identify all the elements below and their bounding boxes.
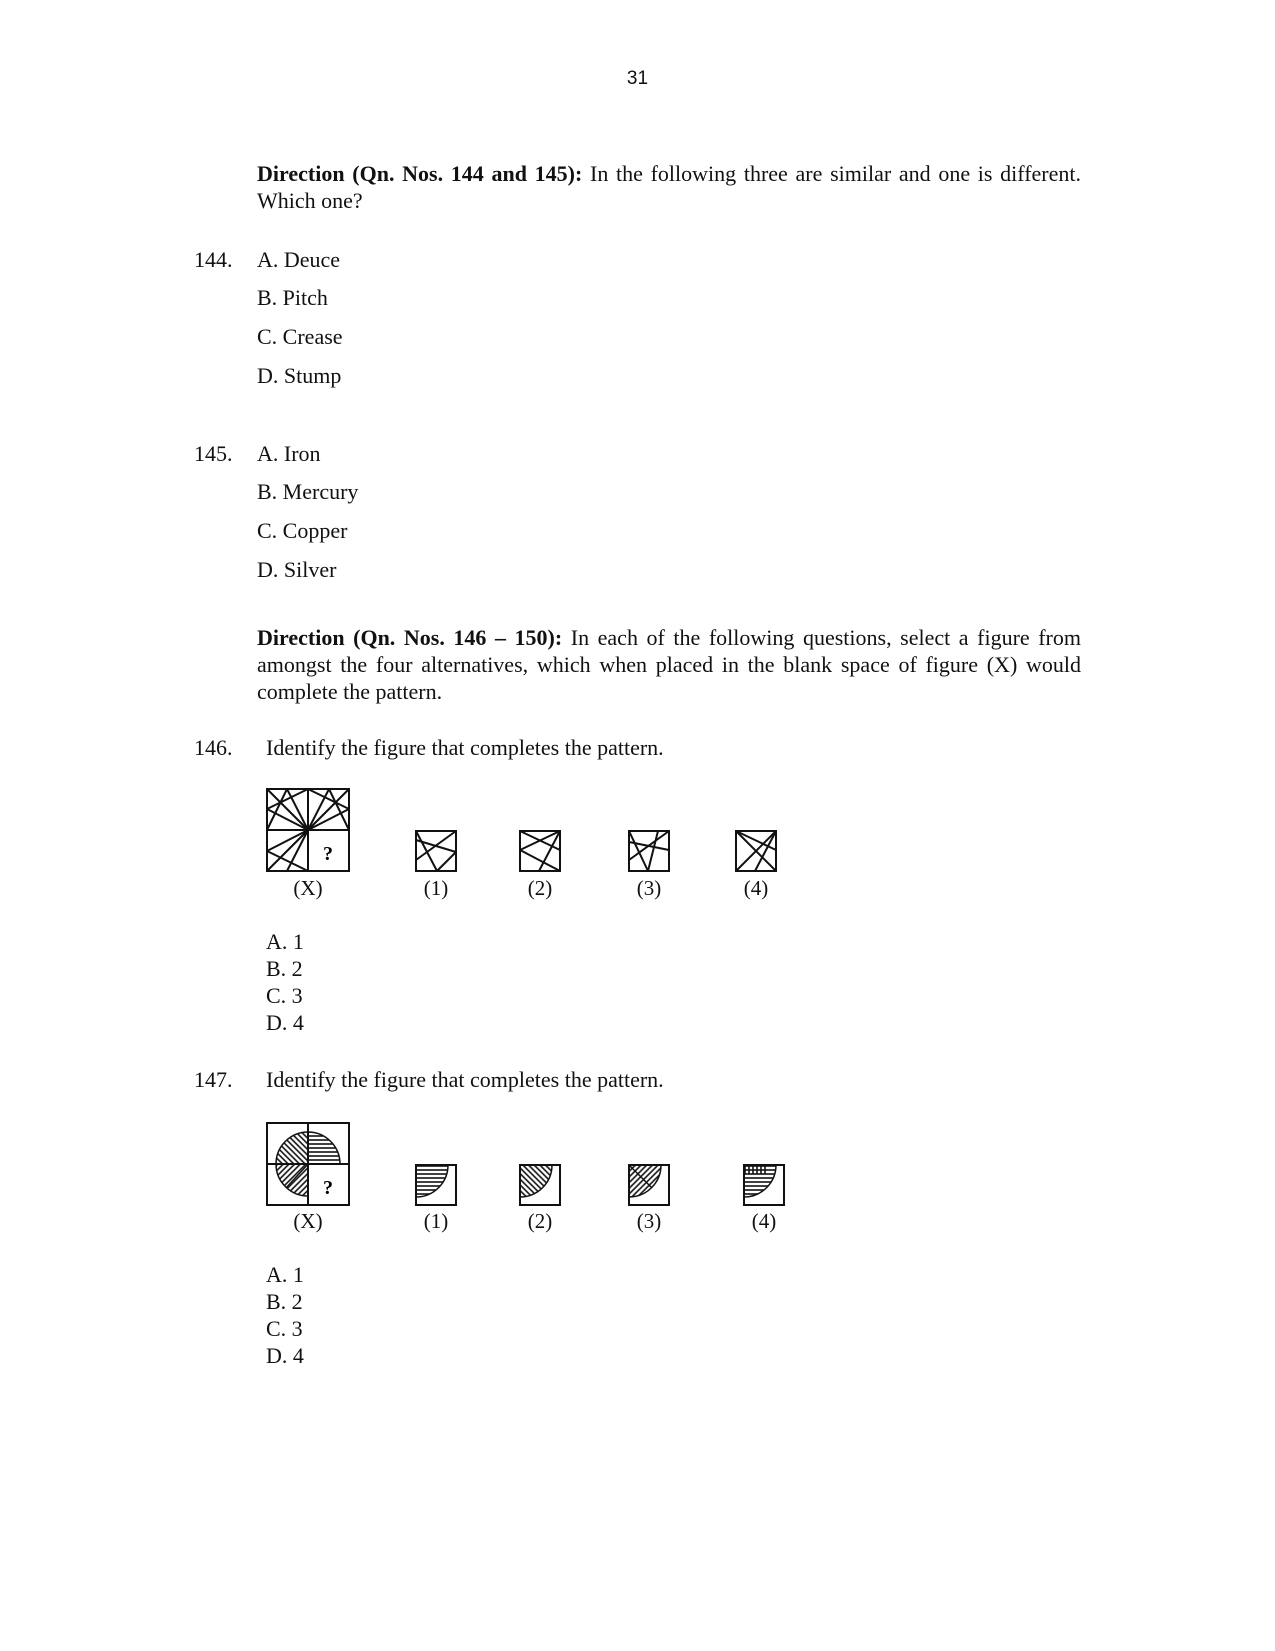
q146-label-2: (2) [527, 876, 553, 900]
q147-label-1: (1) [423, 1209, 449, 1233]
q145-option-c[interactable]: C. Copper [257, 518, 348, 543]
q146-figure-4 [735, 830, 777, 872]
q146-label-1: (1) [423, 876, 449, 900]
q146-figure-3 [628, 830, 670, 872]
q144-option-c[interactable]: C. Crease [257, 324, 343, 349]
question-147-text: Identify the figure that completes the pattern. [266, 1067, 664, 1092]
question-145-number: 145. [194, 441, 233, 466]
q145-option-b[interactable]: B. Mercury [257, 479, 359, 504]
q146-figure-2 [519, 830, 561, 872]
q146-label-x: (X) [293, 876, 323, 900]
direction-144-145-heading: Direction (Qn. Nos. 144 and 145): [257, 161, 583, 186]
q147-label-4: (4) [751, 1209, 777, 1233]
q147-figure-4 [743, 1164, 785, 1206]
question-146-number: 146. [194, 735, 233, 760]
direction-146-150 [257, 624, 1081, 705]
q144-option-d[interactable]: D. Stump [257, 363, 342, 388]
q147-label-x: (X) [293, 1209, 323, 1233]
q144-option-b[interactable]: B. Pitch [257, 285, 328, 310]
question-146-text: Identify the figure that completes the pattern. [266, 735, 664, 760]
direction-146-150-heading: Direction (Qn. Nos. 146 – 150): [257, 625, 563, 650]
q147-option-b[interactable]: B. 2 [266, 1289, 303, 1314]
q147-option-a[interactable]: A. 1 [266, 1262, 304, 1287]
q147-label-2: (2) [527, 1209, 553, 1233]
q147-figure-x [266, 1122, 350, 1206]
q145-option-d[interactable]: D. Silver [257, 557, 337, 582]
q144-option-a[interactable]: A. Deuce [257, 247, 341, 272]
q146-figure-x [266, 788, 350, 872]
q146-option-d[interactable]: D. 4 [266, 1010, 304, 1035]
q146-question-mark: ? [323, 843, 333, 865]
q146-label-3: (3) [636, 876, 662, 900]
q146-option-b[interactable]: B. 2 [266, 956, 303, 981]
q147-figure-3 [628, 1164, 670, 1206]
q147-option-c[interactable]: C. 3 [266, 1316, 303, 1341]
q146-figure-1 [415, 830, 457, 872]
q147-figure-2 [519, 1164, 561, 1206]
q146-label-4: (4) [743, 876, 769, 900]
direction-144-145-text: In the following three are similar and one is different. Which one? [257, 161, 1081, 213]
q145-option-a[interactable]: A. Iron [257, 441, 321, 466]
question-144-number: 144. [194, 247, 233, 272]
q147-option-d[interactable]: D. 4 [266, 1343, 304, 1368]
question-147-number: 147. [194, 1067, 233, 1092]
direction-146-150-text: In each of the following questions, select a figure from amongst the four alternatives, which when placed in the blank space of figure (X) would complete the pattern. [257, 625, 1081, 704]
q146-option-a[interactable]: A. 1 [266, 929, 304, 954]
q147-question-mark: ? [323, 1177, 333, 1199]
q147-label-3: (3) [636, 1209, 662, 1233]
direction-144-145 [257, 160, 1081, 214]
q147-figure-1 [415, 1164, 457, 1206]
q146-option-c[interactable]: C. 3 [266, 983, 303, 1008]
page-number: 31 [626, 68, 649, 89]
